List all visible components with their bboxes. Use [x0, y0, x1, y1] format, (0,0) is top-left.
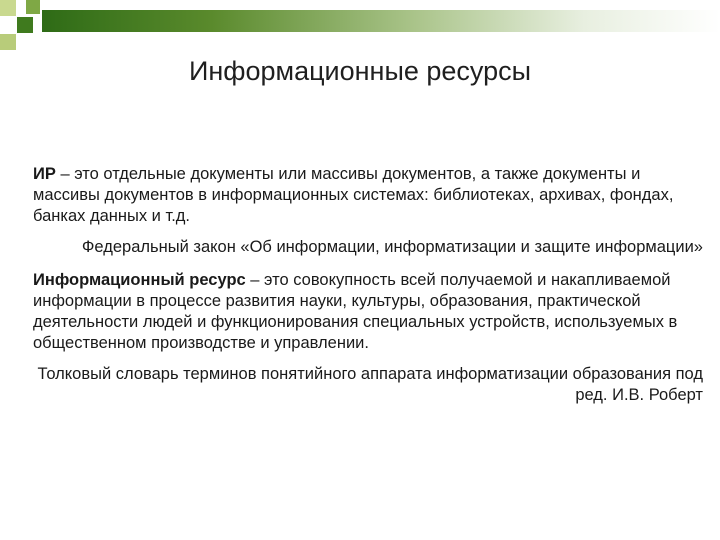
- term-info-resource: Информационный ресурс: [33, 271, 246, 289]
- source-dictionary: Толковый словарь терминов понятийного аппарата информатизации образования под ред. И.В. Роберт: [37, 365, 703, 404]
- term-ir: ИР: [33, 165, 56, 183]
- definition-ir-text: – это отдельные документы или массивы документов, а также документы и массивы документов в информационных системах: библиотеках, архивах, фондах, банках данных и т.д.: [33, 165, 674, 225]
- decor-square: [0, 0, 16, 16]
- decor-square: [0, 34, 16, 50]
- decor-square: [26, 0, 40, 14]
- definition-info-resource-text: – это совокупность всей получаемой и накапливаемой информации в процессе развития науки, культуры, образования, практической деятельности людей и функционирования специальных устройств, используемых в общественном производстве и управлении.: [33, 271, 678, 352]
- slide-title: Информационные ресурсы: [188, 56, 532, 86]
- header-gradient-bar: [42, 10, 720, 32]
- definition-ir: [33, 164, 703, 227]
- definition-info-resource: [33, 270, 703, 354]
- decor-square: [17, 17, 33, 33]
- slide-content: [33, 164, 703, 418]
- source-law: Федеральный закон «Об информации, информатизации и защите информации»: [81, 238, 703, 256]
